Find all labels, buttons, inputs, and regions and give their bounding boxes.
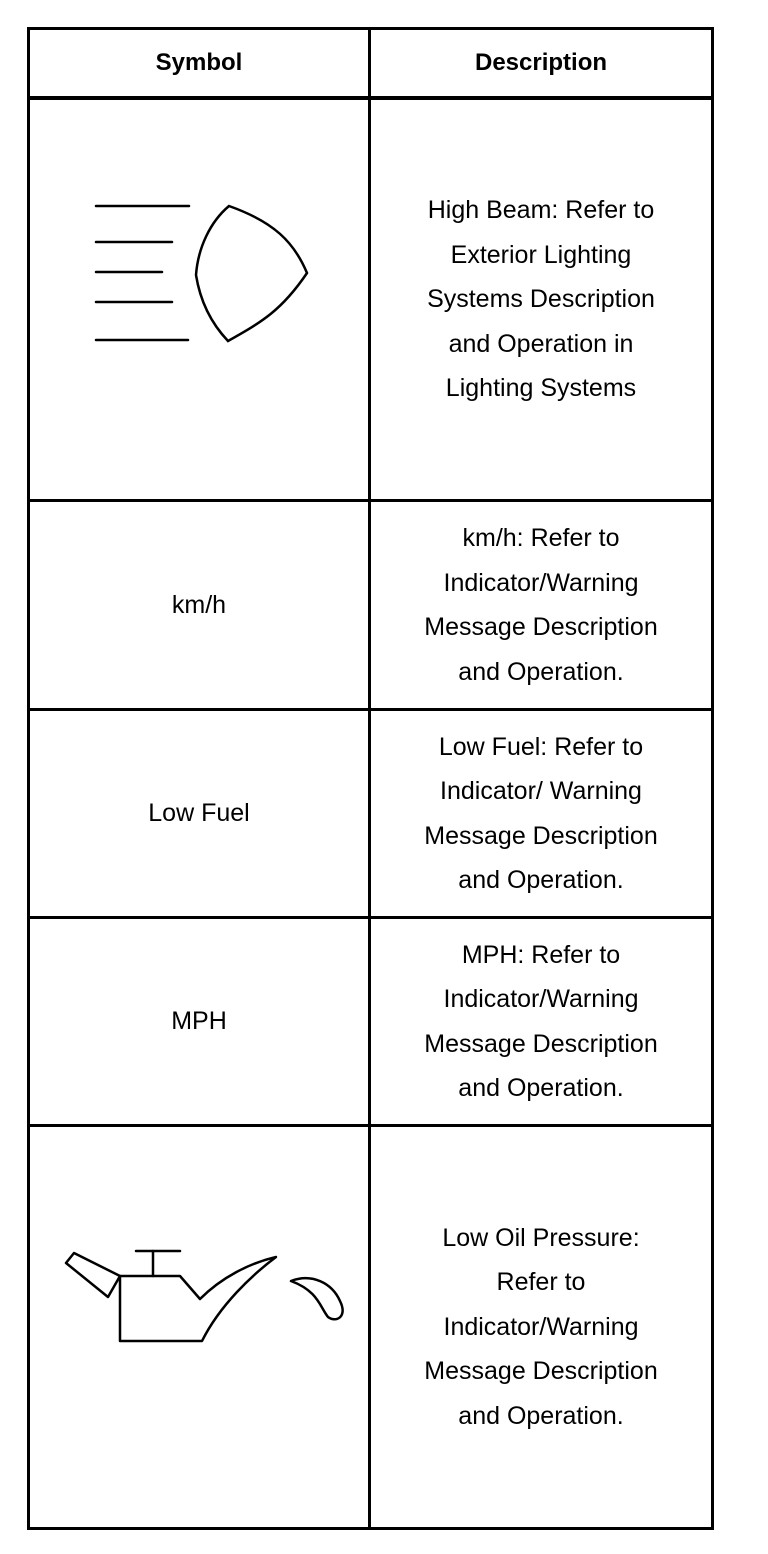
description-low-fuel: Low Fuel: Refer to Indicator/ Warning Message Description and Operation. xyxy=(424,732,658,894)
symbol-mph: MPH xyxy=(171,1007,227,1035)
description-low-oil-pressure: Low Oil Pressure: Refer to Indicator/Warning Message Description and Operation. xyxy=(424,1223,658,1430)
table-border-right xyxy=(711,27,714,1530)
oil-can-icon xyxy=(62,1245,347,1345)
symbol-kmh: km/h xyxy=(171,590,227,619)
header-description: Description xyxy=(474,49,608,76)
high-beam-icon xyxy=(92,200,314,346)
symbol-low-fuel: Low Fuel xyxy=(148,799,250,827)
header-symbol: Symbol xyxy=(155,49,243,76)
description-high-beam: High Beam: Refer to Exterior Lighting Systems Description and Operation in Lighting Systems xyxy=(427,196,655,403)
description-kmh: km/h: Refer to Indicator/Warning Message Description and Operation. xyxy=(424,524,658,686)
description-mph: MPH: Refer to Indicator/Warning Message Description and Operation. xyxy=(424,940,658,1102)
